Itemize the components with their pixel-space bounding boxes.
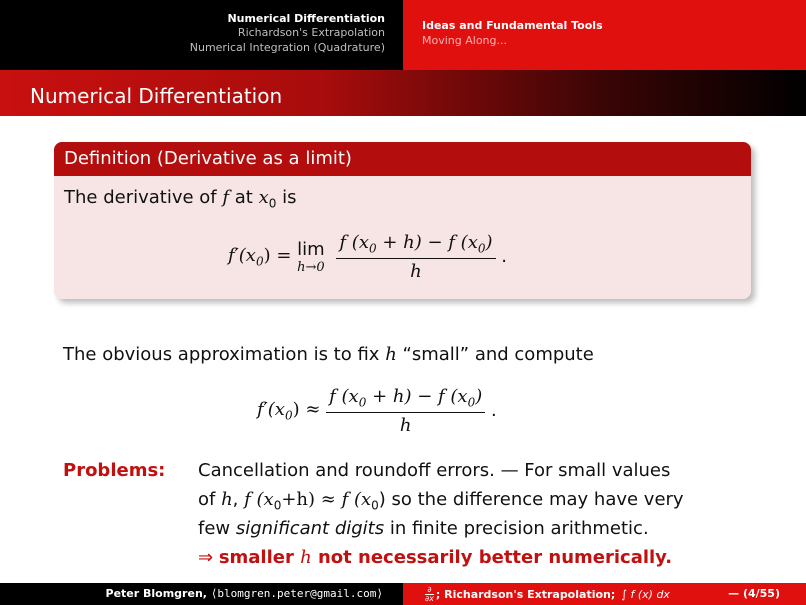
para1-b: “small” and compute: [396, 344, 594, 365]
definition-f: f: [222, 187, 230, 208]
num-a: f (x: [339, 232, 369, 253]
header-sections-panel: [0, 0, 403, 70]
implies-arrow: ⇒: [198, 547, 219, 568]
p2-d: ) so the difference may have very: [378, 489, 684, 510]
formula-lhs-text: f′(x: [228, 245, 256, 266]
p2-h: h: [221, 489, 233, 510]
approx-period: .: [490, 400, 497, 422]
p4-b: not necessarily better numerically.: [311, 547, 673, 568]
approx-lhs-end: ) ≈: [292, 399, 321, 420]
definition-sub0: 0: [268, 196, 277, 211]
formula-lhs: [228, 245, 291, 269]
problems-line-1: Cancellation and roundoff errors. — For small values: [198, 460, 671, 481]
approx-num-a: f (x: [329, 386, 359, 407]
p2-b: ,: [232, 489, 245, 510]
nav-subsection-moving-along[interactable]: Moving Along...: [422, 34, 507, 47]
problems-line-3: [198, 518, 649, 539]
footer-author-panel: [0, 583, 403, 605]
p3-emphasis: significant digits: [235, 518, 385, 539]
p2-sub1: 0: [273, 498, 282, 513]
p2-a: of: [198, 489, 222, 510]
definition-title: Definition (Derivative as a limit): [64, 148, 352, 169]
limit-fraction: [336, 232, 495, 282]
num-c: ): [485, 232, 493, 253]
formula-lhs-end: ) =: [263, 245, 292, 266]
ddx-den: ∂x: [425, 593, 434, 603]
approximation-intro: [63, 344, 594, 365]
footer-course: [425, 584, 670, 604]
footer-course-title: ; Richardson's Extrapolation;: [435, 587, 616, 601]
p2-f2: f (x: [341, 489, 372, 510]
approx-lhs: [257, 399, 320, 423]
para1-a: The obvious approximation is to fix: [63, 344, 386, 365]
approx-numerator: [326, 386, 485, 413]
approx-num-b: + h) − f (x: [366, 386, 468, 407]
header-subsections-panel: [403, 0, 806, 70]
para1-h: h: [385, 344, 397, 365]
approx-lhs-text: f′(x: [257, 399, 285, 420]
derivative-limit-formula: [228, 232, 507, 292]
footer-author-name: Peter Blomgren,: [105, 587, 207, 600]
approx-num-sub1: 0: [358, 395, 367, 410]
ddx-num: ∂: [425, 586, 434, 595]
approx-num-c: ): [475, 386, 483, 407]
problems-line-4: [198, 547, 672, 568]
approx-num-sub2: 0: [467, 395, 476, 410]
slide-title: Numerical Differentiation: [30, 84, 283, 108]
p3-b: in finite precision arithmetic.: [384, 518, 649, 539]
num-b: + h) − f (x: [376, 232, 478, 253]
footer-integral: ∫ f (x) dx: [621, 587, 670, 601]
formula-period: .: [501, 246, 507, 268]
definition-text: [64, 187, 296, 211]
limit-label: lim: [297, 238, 325, 260]
p3-a: few: [198, 518, 236, 539]
footer-author: [106, 587, 383, 600]
limit-subscript: h→0: [297, 259, 325, 275]
p2-sub2: 0: [371, 498, 379, 513]
partial-derivative-icon: [425, 586, 434, 603]
p2-c: +h) ≈: [281, 489, 342, 510]
approx-fraction: [326, 386, 485, 436]
nav-section-numerical-differentiation[interactable]: Numerical Differentiation: [227, 12, 385, 25]
p4-a: smaller: [218, 547, 301, 568]
fraction-numerator: [336, 232, 495, 259]
definition-x: x: [258, 187, 269, 208]
approximation-formula: [257, 386, 497, 446]
problems-line-2: [198, 489, 684, 513]
problems-label: Problems:: [63, 460, 166, 481]
footer-page-number: — (4/55): [728, 587, 780, 600]
num-sub2: 0: [477, 241, 486, 256]
definition-text-a: The derivative of: [64, 187, 223, 208]
approx-lhs-sub: 0: [284, 408, 293, 423]
definition-block: [54, 142, 751, 299]
definition-text-c: is: [276, 187, 297, 208]
definition-text-b: at: [229, 187, 259, 208]
num-sub1: 0: [368, 241, 377, 256]
footer-email[interactable]: ⟨blomgren.peter@gmail.com⟩: [210, 587, 383, 600]
footer-course-panel: [403, 583, 806, 605]
nav-section-quadrature[interactable]: Numerical Integration (Quadrature): [189, 41, 385, 54]
limit-operator: [297, 239, 325, 275]
formula-lhs-sub: 0: [255, 254, 264, 269]
nav-subsection-ideas[interactable]: Ideas and Fundamental Tools: [422, 19, 603, 32]
nav-section-richardson[interactable]: Richardson's Extrapolation: [237, 26, 385, 39]
p4-h: h: [300, 547, 312, 568]
fraction-denominator: h: [410, 260, 422, 282]
p2-f1: f (x: [244, 489, 274, 510]
approx-denominator: h: [399, 414, 412, 436]
